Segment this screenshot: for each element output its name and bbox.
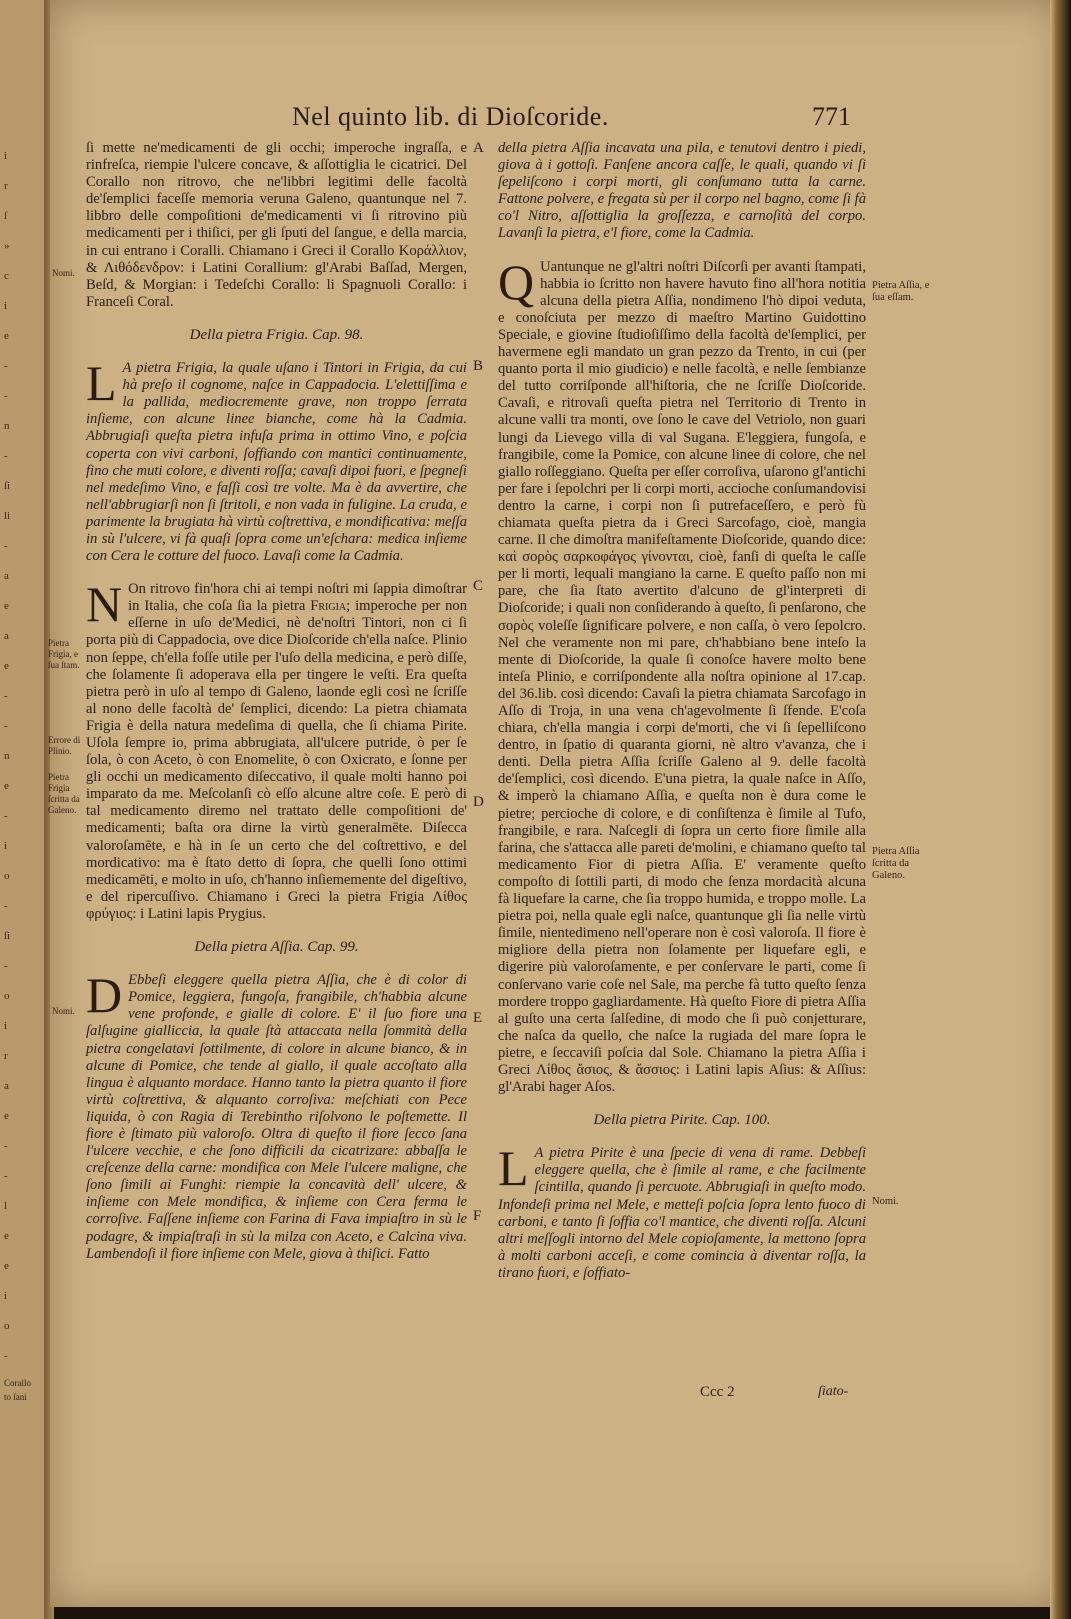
margin-note-left: Nomi.: [52, 268, 75, 278]
section-letter: C: [473, 578, 484, 594]
prev-page-fragment: ſ: [4, 210, 8, 222]
prev-page-fragment: o: [4, 990, 10, 1002]
signature-mark: Ccc 2: [700, 1384, 735, 1400]
section-letter: D: [473, 794, 484, 810]
prev-page-fragment: li: [4, 510, 11, 522]
prev-page-fragment: a: [4, 570, 9, 582]
chapter-100-text: [498, 1140, 866, 1282]
chapter-98-body: A pietra Frigia, la quale uſano i Tintori in Frigia, da cui hà preſo il cognome, naſce in Cappadocia. L'elettiſſima e la pallida, mediocremente grave, non troppo ſerrata inſieme, con alcune linee bianche, come hà la Cadmia. Abbrugiaſi queſta pietra infuſa prima in ottimo Vino, e poſcia coperta con vivi carboni, ſoffiando con mantici continuamente, fino che muti colore, e diventi roſſa; cavaſi dipoi fuori, e ſpegneſi nel medeſimo Vino, e faſſi così tre volte. Ma è da avvertire, che nell'abbrugiarſi non ſi ſtritoli, e non vada in fuligine. La cruda, e parimente la brugiata hà virtù coſtrettiva, e mondificativa: meſſa in sù l'ulcere, vi fà quaſi ſopra come un'eſchara: medica inſieme con Cera le cotture del fuoco. Lavaſi come la Cadmia.: [86, 360, 467, 565]
prev-page-fragment: o: [4, 1320, 10, 1332]
chapter-99-body: Ebbeſi eleggere quella pietra Aſſia, che è di color di Pomice, leggiera, fungoſa, frangibile, ch'habbia alcune vene profonde, e gialle di colore. E' il ſuo fiore una ſalſugine gialliccia, la quale ſtà attaccata nella ſommità della pietra congelatavi ſottilmente, di colore in alcune bianco, & in alcune di Pomice, che tende al giallo, il quale accoſtato alla lingua è alquanto mordace. Hanno tanto la pietra quanto il fiore virtù coſtrettiva, & alquanto corroſiva: meſchiati con Pece liquida, ò con Ragia di Terebintho riſolvono le poſtemette. Il fiore è ſtimato più valoroſo. Oltra di queſto il fiore ſecco ſana l'ulcere vecchie, e che ſono difficili da cicatrizare: abbaſſa le creſcenze della carne: mondifica con Mele l'ulcere maligne, che ſono ſimili ai Funghi: riempie la concavità dell' ulcere, & inſieme con Mele mondifica, & inſieme con Cera ferma le corroſive. Faſſene inſieme con Farina di Fava impiaſtro in sù le podagre, & impiaſtraſi in sù la milza con Aceto, e Calcina viva. Lambendoſi il fiore inſieme con Mele, giova à thiſici. Fatto: [86, 972, 467, 1262]
page-edge: [1050, 0, 1071, 1619]
right-column: [498, 140, 866, 1282]
prev-page-fragment: -: [4, 810, 8, 822]
coral-paragraph: ſi mette ne'medicamenti de gli occhi; imperoche ingraſſa, e rinfreſca, riempie l'ulcere concave, & aſſottiglia le cicatrici. Del Corallo non ritrovo, che ne'libbri legitimi delle facoltà de'ſemplici faceſſe memoria veruna Galeno, quantunque nel 7. libbro delle compoſitioni de'medicamenti vi ſi ritrovino più medicamenti per i thiſici, per gli ſputi del ſangue, e della marcia, in cui entrano i Coralli. Chiamano i Greci il Corallo Κοράλλιον, & Λιθόδενδρον: i Latini Corallium: gl'Arabi Baſſad, Mergen, Beſd, & Morgian: i Tedeſchi Corallo: li Spagnuoli Corallo: i Franceſi Coral.: [86, 140, 467, 310]
chapter-98-text: [86, 355, 467, 565]
margin-note-right: Pietra Aſſia ſcritta da Galeno.: [872, 846, 920, 881]
chapter-99-heading: Della pietra Aſſia. Cap. 99.: [194, 939, 359, 956]
drop-cap: Q: [498, 253, 535, 310]
prev-page-fragment: e: [4, 330, 9, 342]
margin-note-right: Nomi.: [872, 1196, 899, 1207]
margin-note-right: Pietra Aſſia, e ſua eſſam.: [872, 280, 930, 303]
drop-cap: D: [86, 967, 123, 1024]
prev-page-fragment: e: [4, 1230, 9, 1242]
prev-page-fragment: -: [4, 900, 8, 912]
prev-page-fragment: c: [4, 270, 9, 282]
section-letter: B: [473, 358, 484, 374]
margin-note-left: Pietra Frigia ſcritta da Galeno.: [48, 772, 80, 815]
margin-note-far-left: to ſani: [4, 1392, 27, 1402]
prev-page-fragment: i: [4, 1020, 8, 1032]
chapter-100-heading: Della pietra Pirite. Cap. 100.: [593, 1112, 771, 1129]
drop-cap: L: [86, 355, 117, 412]
section-letter: F: [473, 1208, 482, 1224]
prev-page-fragment: -: [4, 720, 8, 732]
prev-page-fragment: -: [4, 960, 8, 972]
prev-page-fragment: -: [4, 450, 8, 462]
prev-page-fragment: r: [4, 180, 8, 192]
chapter-99-text: [86, 967, 467, 1263]
prev-page-fragment: -: [4, 360, 8, 372]
prev-page-fragment: -: [4, 1140, 8, 1152]
prev-page-fragment: ſi: [4, 480, 11, 492]
prev-page-fragment: l: [4, 1200, 8, 1212]
prev-page-fragment: -: [4, 540, 8, 552]
prev-page-fragment: e: [4, 780, 9, 792]
margin-note-left: Pietra Frigia, e ſua ſtam.: [48, 638, 80, 670]
prev-page-fragment: -: [4, 390, 8, 402]
margin-note-left: Nomi.: [52, 1006, 75, 1016]
prev-page-fragment: e: [4, 1260, 9, 1272]
prev-page-fragment: e: [4, 660, 9, 672]
prev-page-fragment: »: [4, 240, 10, 252]
prev-page-fragment: i: [4, 300, 8, 312]
prev-page-fragment: i: [4, 1290, 8, 1302]
prev-page-fragment: n: [4, 750, 10, 762]
section-letter: A: [473, 140, 484, 156]
commentary-98-smallcaps: Frigia: [310, 598, 347, 615]
left-column: [86, 140, 467, 1263]
margin-note-left: Errore di Plinio.: [48, 735, 81, 756]
prev-page-fragment: ſi: [4, 930, 11, 942]
prev-page-fragment: i: [4, 840, 8, 852]
prev-page-fragment: n: [4, 420, 10, 432]
prev-page-fragment: i: [4, 150, 8, 162]
prev-page-fragment: -: [4, 1170, 8, 1182]
prev-page-fragment: -: [4, 1350, 8, 1362]
previous-page-edge: [0, 0, 48, 1619]
chapter-98-heading: Della pietra Frigia. Cap. 98.: [189, 326, 364, 343]
page-number: 771: [812, 102, 851, 131]
chapter-99-continued: della pietra Aſſia incavata una pila, e tenutovi dentro i piedi, giova à i gottoſi. Fanſene ancora caſſe, le quali, quando vi ſi ſepeliſcono i corpi morti, gli conſumano tutta la carne. Fattone polvere, e fregata sù per il corpo nel bagno, come ſi fà co'l Nitro, aſſottiglia la groſſezza, e carnoſità del corpo. Lavanſi la pietra, e'l fiore, come la Cadmia.: [498, 140, 866, 242]
prev-page-fragment: r: [4, 1050, 8, 1062]
chapter-100-body: A pietra Pirite è una ſpecie di vena di rame. Debbeſi eleggere quella, che è ſimile al rame, e che facilmente ſcintilla, quando ſi percuote. Abbrugiaſi in queſto modo. Infondeſi prima nel Mele, e metteſi poſcia ſopra lento fuoco di carboni, e tanto ſi ſoffia co'l mantice, che diventi roſſa. Alcuni altri meſſogli intorno del Mele copioſamente, la mettono ſopra à molti carboni acceſi, e come comincia à diventar roſſa, la tirano fuori, e ſoffiato-: [498, 1145, 866, 1281]
prev-page-fragment: a: [4, 1080, 9, 1092]
drop-cap: L: [498, 1140, 529, 1197]
prev-page-fragment: -: [4, 690, 8, 702]
drop-cap: N: [86, 576, 123, 633]
prev-page-fragment: e: [4, 1110, 9, 1122]
running-title: Nel quinto lib. di Dioſcoride.: [292, 102, 609, 131]
commentary-99: [498, 253, 866, 1097]
catchword: ſiato-: [818, 1384, 849, 1399]
commentary-98-lead: On ritrovo fin'hora chi ai tempi noſtri mi ſappia dimoſtrar in Italia, che coſa ſia la pietra: [128, 581, 467, 615]
section-letter: E: [473, 1010, 483, 1026]
margin-note-far-left: Corallo: [4, 1378, 31, 1388]
prev-page-fragment: a: [4, 630, 9, 642]
commentary-98: [86, 576, 467, 923]
commentary-98-body: ; imperoche per non eſſerne in uſo de'Medici, nè de'noſtri Tintori, non ci ſi porta più di Cappadocia, ove dice Dioſcoride ch'ella naſce. Plinio non ſeppe, ch'ella foſſe utile per l'uſo della medicina, e però diſſe, che ſolamente ſi adoperava ella per tingere le veſti. Era queſta pietra però in uſo al tempo di Galeno, laonde egli così ne ſcriſſe al nono delle facoltà de' ſemplici, dicendo: La pietra chiamata Frigia è della natura medeſima di quella, che ſi chiama Pirite. Uſola ſempre io, prima abbrugiata, all'ulcere putride, ò per ſe ſola, ò con Aceto, ò con Enomelite, ò con Oxicrato, e ſonne per gli occhi un medicamento diſeccativo, il quale molti hanno poi imparato da me. Meſcolanſi cò eſſo alcune altre coſe. E però di tal medicamento diremo nel trattato delle compoſitioni de' medicamenti; baſta ora dirne la virtù generalmēte. Diſecca valoroſamēte, e hà in ſe un certo che del coſtrettivo, e del mordicativo: ma è ſtato detto di ſopra, che quelli ſono ottimi medicamēti, e molto in uſo, ch'hanno inſiememente del digeſtivo, e del ripercuſſivo. Chiamano i Greci la pietra Frigia Λίθος φρύγιος: i Latini lapis Prygius.: [86, 598, 467, 922]
prev-page-fragment: e: [4, 600, 9, 612]
prev-page-fragment: o: [4, 870, 10, 882]
commentary-99-body: Uantunque ne gl'altri noſtri Diſcorſi per avanti ſtampati, habbia io ſcritto non havere havuto fino all'hora notitia alcuna della pietra Aſſia, nondimeno l'hò dipoi veduta, e conoſciuta per mezzo di maeſtro Martino Guidottino Speciale, e giovine ſtudioſiſſimo della facoltà de'ſemplici, per havermene egli mandato un gran pezzo da Trento, in cui (per quanto porta il mio giudicio) e nelle facoltà, e nelle ſembianze del tutto corriſponde all'hiſtoria, che ne ſcriſſe Dioſcoride. Cavaſi, e ritrovaſi queſta pietra nel Territorio di Trento in alcune valli tra monti, ove ſono le cave del Vetriolo, non guari lungi da Lievego villa di val Sugana. E'leggiera, fungoſa, e frangibile, come la Pomice, con alcune linee di colore, che nel giallo roſſeggiano. Queſta per eſſer corroſiva, uſarono gl'antichi per fare i ſepolchri per li corpi morti, accioche conſumandovisi dentro la carne, i corpi non ſi putrefaceſſero, e però fù chiamata queſta pietra da i Greci Sarcofago, cioè, mangia carne. Il che dimoſtra manifeſtamente Dioſcoride, quando dice: καὶ σορὸς σαρκοφάγος γίνονται, cioè, fanſi di queſta le caſſe per li morti, lequali mangiano la carne. E queſto paſſo non mi pare, che ſia ſtato avertito d'alcuno de gl'interpreti di Dioſcoride; i quali non conſiderando à queſto, ſi penſarono, che σορὸς voleſſe ſignificare polvere, e non caſſa, ò vero ſepolcro. Nel che veramente non mi pare, ch'habbiano bene inteſo la mente di Dioſcoride, la quale ſi conoſce havere molto bene inteſa Plinio, e corriſpondente alla noſtra opinione al 17.cap. del 36.lib. così dicendo: Cavaſi la pietra chiamata Sarcofago in Aſſo di Troja, in una vena ch'agevolmente ſi ſfende. E'coſa chiara, ch'ella mangia i corpi de'morti, che vi ſi ſepelliſcono dentro, in ſpatio di quaranta giorni, nè altro v'avanza, che i denti. Della pietra Aſſia ſcriſſe Galeno al 9. delle facoltà de'ſemplici, così dicendo. E'una pietra, la quale naſce in Aſſo, & imperò la chiamano Aſſia, e queſta non è dura come le pietre; percioche di colore, e di conſiſtenza è ſimile al Tufo, frangibile, e rara. Naſcegli di ſopra un certo fiore ſimile alla farina, che s'attacca alle pareti de'molini, e chiamano queſto tal medicamento Fior di pietra Aſſia. E' veramente queſto compoſto di ſottili parti, di modo che ſenza mordacità alcuna fà liquefare la carne, che ſia troppo humida, e troppo molle. La pietra poi, nella quale egli naſce, quantunque gli ſia nelle virtù ſimile, nientedimeno nell'operare non è così valoroſa. Il fiore è migliore della pietra non ſolamente per liquefare egli, e digerire più valoroſamente, e per conſervare le parti, come ſi conſervano varie coſe nel Sale, ma perche fà tutto queſto ſenza mordere troppo gagliardamente. Hà queſto Fiore di pietra Aſſia al guſto una certa ſalſedine, di modo che ſi può conjetturare, che naſca da quello, che naſce la rugiada del mare ſopra le pietre, e ſeccaviſi poſcia dal Sole. Chiamano la pietra Aſſia i Greci Λίθος ἄσιος, & ἄσσιος: i Latini lapis Aſius: & Aſſius: gl'Arabi hager Aſos.: [498, 258, 866, 1096]
